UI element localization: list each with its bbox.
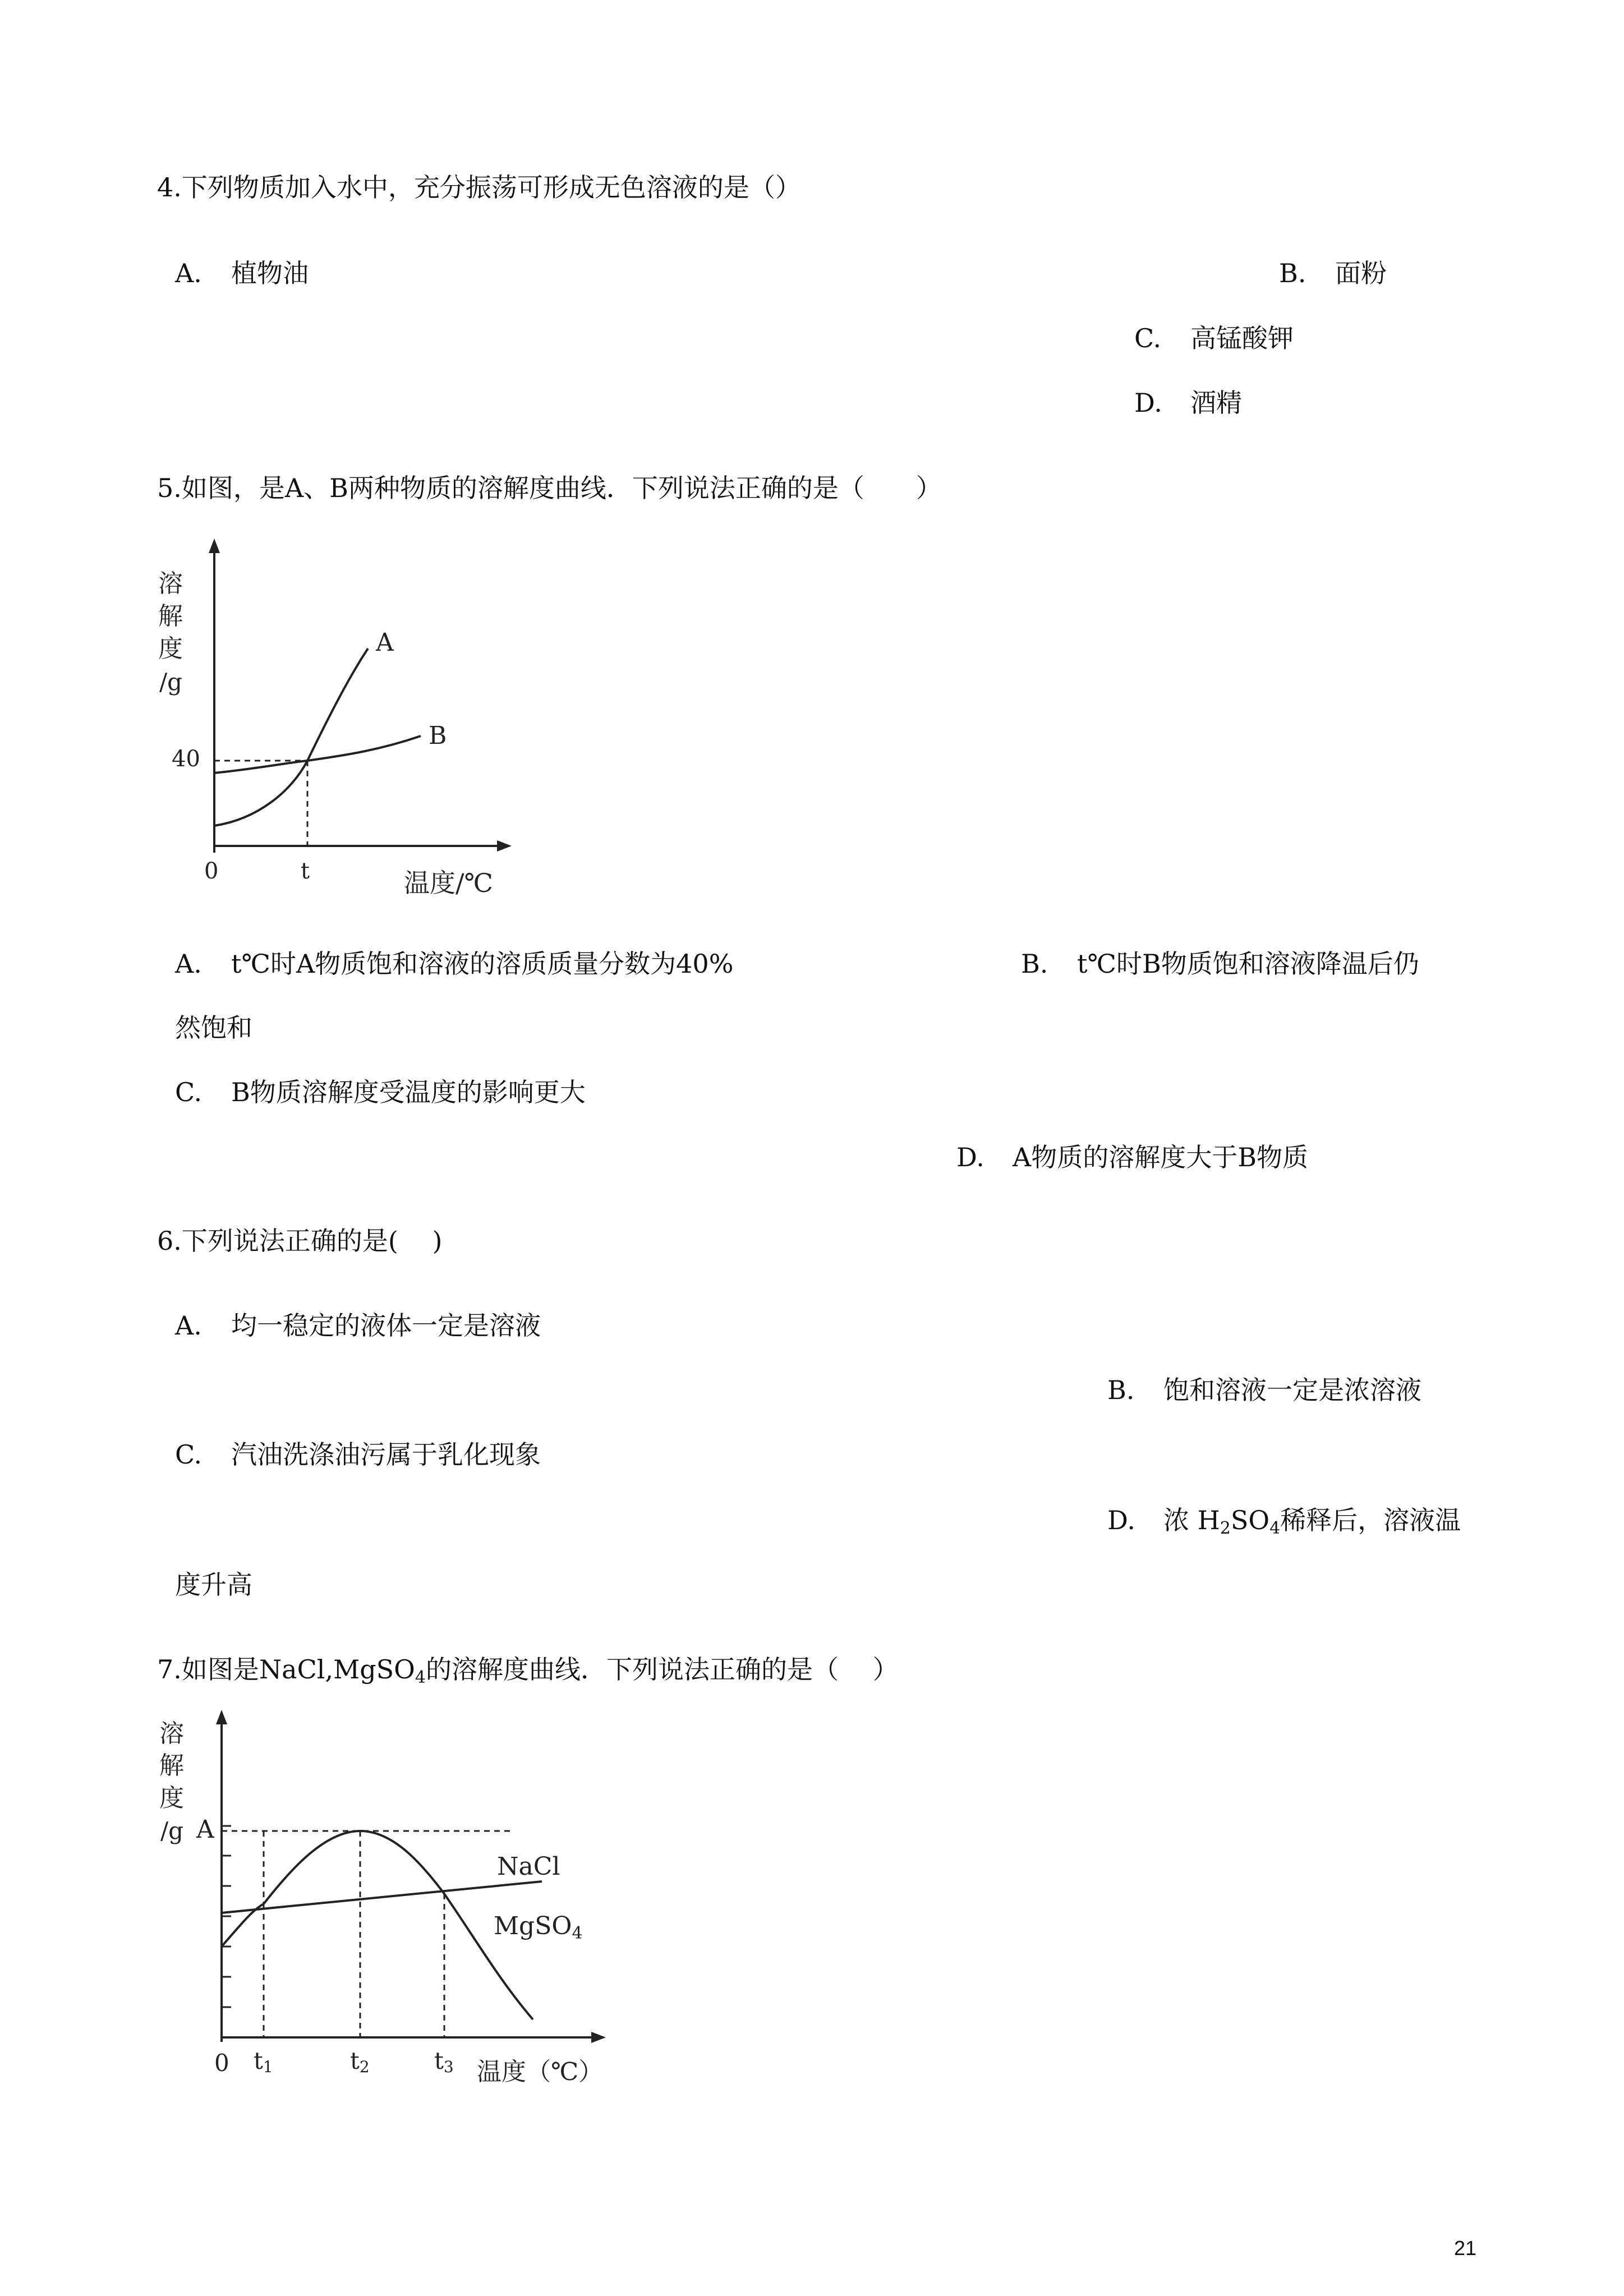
q5-option-b <box>1021 947 1419 981</box>
option-label: A. <box>175 949 202 979</box>
y-axis-arrow <box>209 539 220 553</box>
q7-stem: 7.如图是NaCl,MgSO$_4$的溶解度曲线．下列说法正确的是（ ） <box>157 1654 899 1687</box>
option-label: D. <box>1134 388 1162 418</box>
origin-label: 0 <box>214 2049 229 2077</box>
curve-mgso4 <box>222 1831 533 2019</box>
q6-option-d <box>1107 1503 1461 1537</box>
x-axis-arrow <box>497 840 512 852</box>
option-text: 高锰酸钾 <box>1190 323 1294 353</box>
y-tick-40: 40 <box>172 746 200 772</box>
option-label: C. <box>175 1077 203 1107</box>
x-tick-t2: t2 <box>350 2047 370 2076</box>
y-label-char: 度 <box>159 1784 184 1812</box>
q5-stem: 5.如图，是A、B两种物质的溶解度曲线．下列说法正确的是（ ） <box>157 473 942 503</box>
y-label-char: 解 <box>159 1751 184 1780</box>
y-axis-arrow <box>216 1710 227 1724</box>
t3-label: t <box>434 2047 444 2074</box>
label-series-a: A <box>376 628 394 657</box>
y-label-char: /g <box>159 668 183 696</box>
q5-option-d <box>956 1140 1308 1174</box>
option-text: 浓 $H_2SO_4$稀释后，溶液温 <box>1163 1505 1461 1538</box>
x-tick-t3: t3 <box>434 2047 454 2076</box>
x-tick-t: t <box>301 858 310 884</box>
y-label-char: 度 <box>158 634 183 663</box>
y-tick-a: A <box>196 1815 214 1844</box>
q6-option-c <box>175 1438 541 1471</box>
origin-label: 0 <box>204 858 219 884</box>
q6-stem: 6.下列说法正确的是( ) <box>157 1226 443 1256</box>
q5-solubility-chart <box>157 539 516 898</box>
q5-option-b-cont: 然饱和 <box>175 1013 252 1043</box>
option-text: 均一稳定的液体一定是溶液 <box>231 1310 541 1341</box>
curve-a <box>214 648 368 826</box>
y-label-char: /g <box>160 1817 184 1844</box>
option-label: C. <box>1134 323 1162 353</box>
label-mgso4: MgSO4 <box>494 1912 583 1943</box>
q6-option-b <box>1107 1373 1421 1407</box>
q4-option-a <box>175 256 309 290</box>
option-text: t℃时B物质饱和溶液降温后仍 <box>1077 949 1419 979</box>
option-text: 面粉 <box>1335 258 1387 288</box>
label-series-b: B <box>429 721 447 750</box>
q4-stem: 4.下列物质加入水中，充分振荡可形成无色溶液的是（） <box>157 172 801 203</box>
option-label: B. <box>1107 1375 1135 1405</box>
option-label: B. <box>1279 258 1306 288</box>
option-label: D. <box>1107 1505 1135 1535</box>
option-text: 酒精 <box>1190 388 1242 418</box>
x-tick-t1: t1 <box>254 2047 273 2076</box>
t1-label: t <box>254 2047 263 2074</box>
q4-option-b <box>1279 256 1387 290</box>
x-axis-label: 温度（℃） <box>477 2058 604 2086</box>
q6-option-d-cont: 度升高 <box>175 1570 252 1600</box>
q4-option-d <box>1134 386 1242 420</box>
option-text: t℃时A物质饱和溶液的溶质质量分数为40% <box>231 949 734 979</box>
option-text: B物质溶解度受温度的影响更大 <box>231 1077 586 1107</box>
label-nacl: NaCl <box>497 1852 560 1881</box>
x-axis-label: 温度/℃ <box>404 868 493 898</box>
q5-option-c <box>175 1075 586 1109</box>
q6-option-a <box>175 1309 541 1342</box>
option-label: B. <box>1021 949 1048 979</box>
option-text: 汽油洗涤油污属于乳化现象 <box>231 1439 541 1470</box>
q5-option-a <box>175 947 733 981</box>
y-label-char: 溶 <box>159 1719 184 1748</box>
option-label: A. <box>175 258 202 288</box>
y-label-char: 解 <box>158 602 183 631</box>
option-text: 饱和溶液一定是浓溶液 <box>1163 1375 1421 1405</box>
q4-option-c <box>1134 321 1294 355</box>
y-label-char: 溶 <box>158 569 183 598</box>
y-ticks <box>222 1826 231 2007</box>
option-text: 植物油 <box>231 258 309 288</box>
option-label: D. <box>956 1142 984 1172</box>
option-text: A物质的溶解度大于B物质 <box>1013 1142 1309 1172</box>
x-axis-arrow <box>591 2032 606 2043</box>
option-label: C. <box>175 1439 203 1470</box>
option-label: A. <box>175 1310 202 1341</box>
q7-solubility-chart <box>157 1705 628 2087</box>
page-number: 21 <box>1454 2237 1477 2260</box>
t2-label: t <box>350 2047 360 2074</box>
